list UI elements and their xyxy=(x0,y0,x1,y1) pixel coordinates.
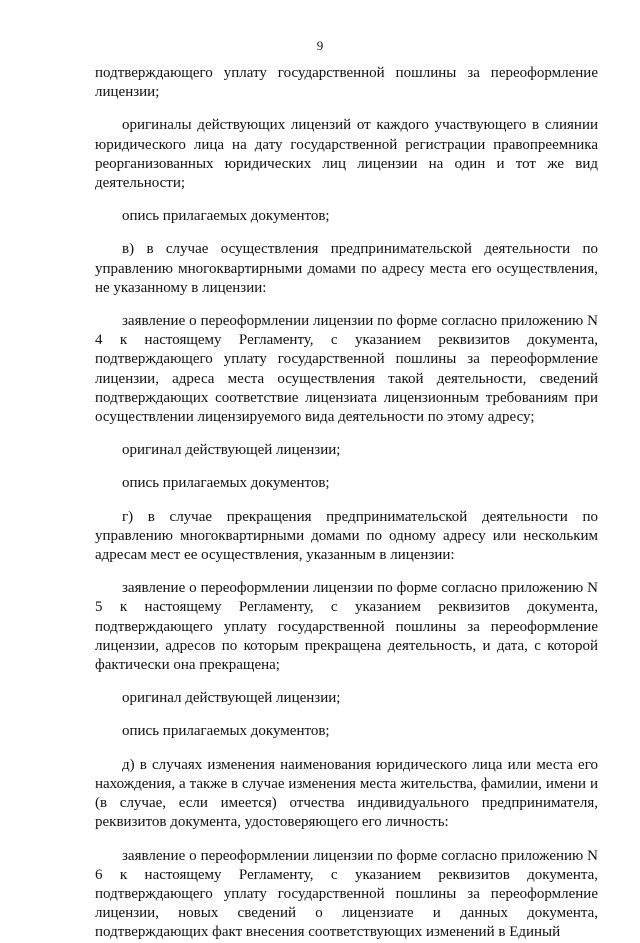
paragraph-item-v: в) в случае осуществления предпринимательской деятельности по управлению многоквартирными домами по адресу места его осуществления, не указанному в лицензии: xyxy=(95,241,598,296)
paragraph-inventory-1: опись прилагаемых документов; xyxy=(122,208,330,225)
paragraph-inventory-2: опись прилагаемых документов; xyxy=(122,475,330,492)
paragraph-original-license-1: оригинал действующей лицензии; xyxy=(122,442,341,459)
paragraph-application-appendix-5: заявление о переоформлении лицензии по форме согласно приложению N 5 к настоящему Регламенту, с указанием реквизитов документа, подтверждающего уплату государственной пошлины за переоформление лицензии, адресов по которым прекращена деятельность, и дата, с которой фактически она прекращена; xyxy=(95,580,598,674)
paragraph-application-appendix-6: заявление о переоформлении лицензии по форме согласно приложению N 6 к настоящему Регламенту, с указанием реквизитов документа, подтверждающего уплату государственной пошлины за переоформление лицензии, новых сведений о лицензиате и данных документа, подтверждающих факт внесения соответствующих изменений в Единый xyxy=(95,847,598,941)
document-body xyxy=(95,64,598,943)
paragraph-continuation: подтверждающего уплату государственной пошлины за переоформление лицензии; xyxy=(95,65,598,101)
paragraph-original-licenses-merger: оригиналы действующих лицензий от каждого участвующего в слиянии юридического лица на дату государственной регистрации правопреемника реорганизованных юридических лиц лицензии на один и тот же вид деятельности; xyxy=(95,117,598,192)
paragraph-original-license-2: оригинал действующей лицензии; xyxy=(122,690,341,707)
paragraph-application-appendix-4: заявление о переоформлении лицензии по форме согласно приложению N 4 к настоящему Регламенту, с указанием реквизитов документа, подтверждающего уплату государственной пошлины за переоформление лицензии, адреса места осуществления такой деятельности, сведений подтверждающих соответствие лицензиата лицензионным требованиям при осуществлении лицензируемого вида деятельности по этому адресу; xyxy=(95,313,598,426)
paragraph-item-d: д) в случаях изменения наименования юридического лица или места его нахождения, а также в случае изменения места жительства, фамилии, имени и (в случае, если имеется) отчества индивидуального предпринимателя, реквизитов документа, удостоверяющего его личность: xyxy=(95,756,598,831)
page-number: 9 xyxy=(316,38,324,53)
paragraph-item-g: г) в случае прекращения предпринимательской деятельности по управлению многоквартирными домами по одному адресу или нескольким адресам мест ее осуществления, указанным в лицензии: xyxy=(95,508,598,564)
paragraph-inventory-3: опись прилагаемых документов; xyxy=(122,723,330,740)
